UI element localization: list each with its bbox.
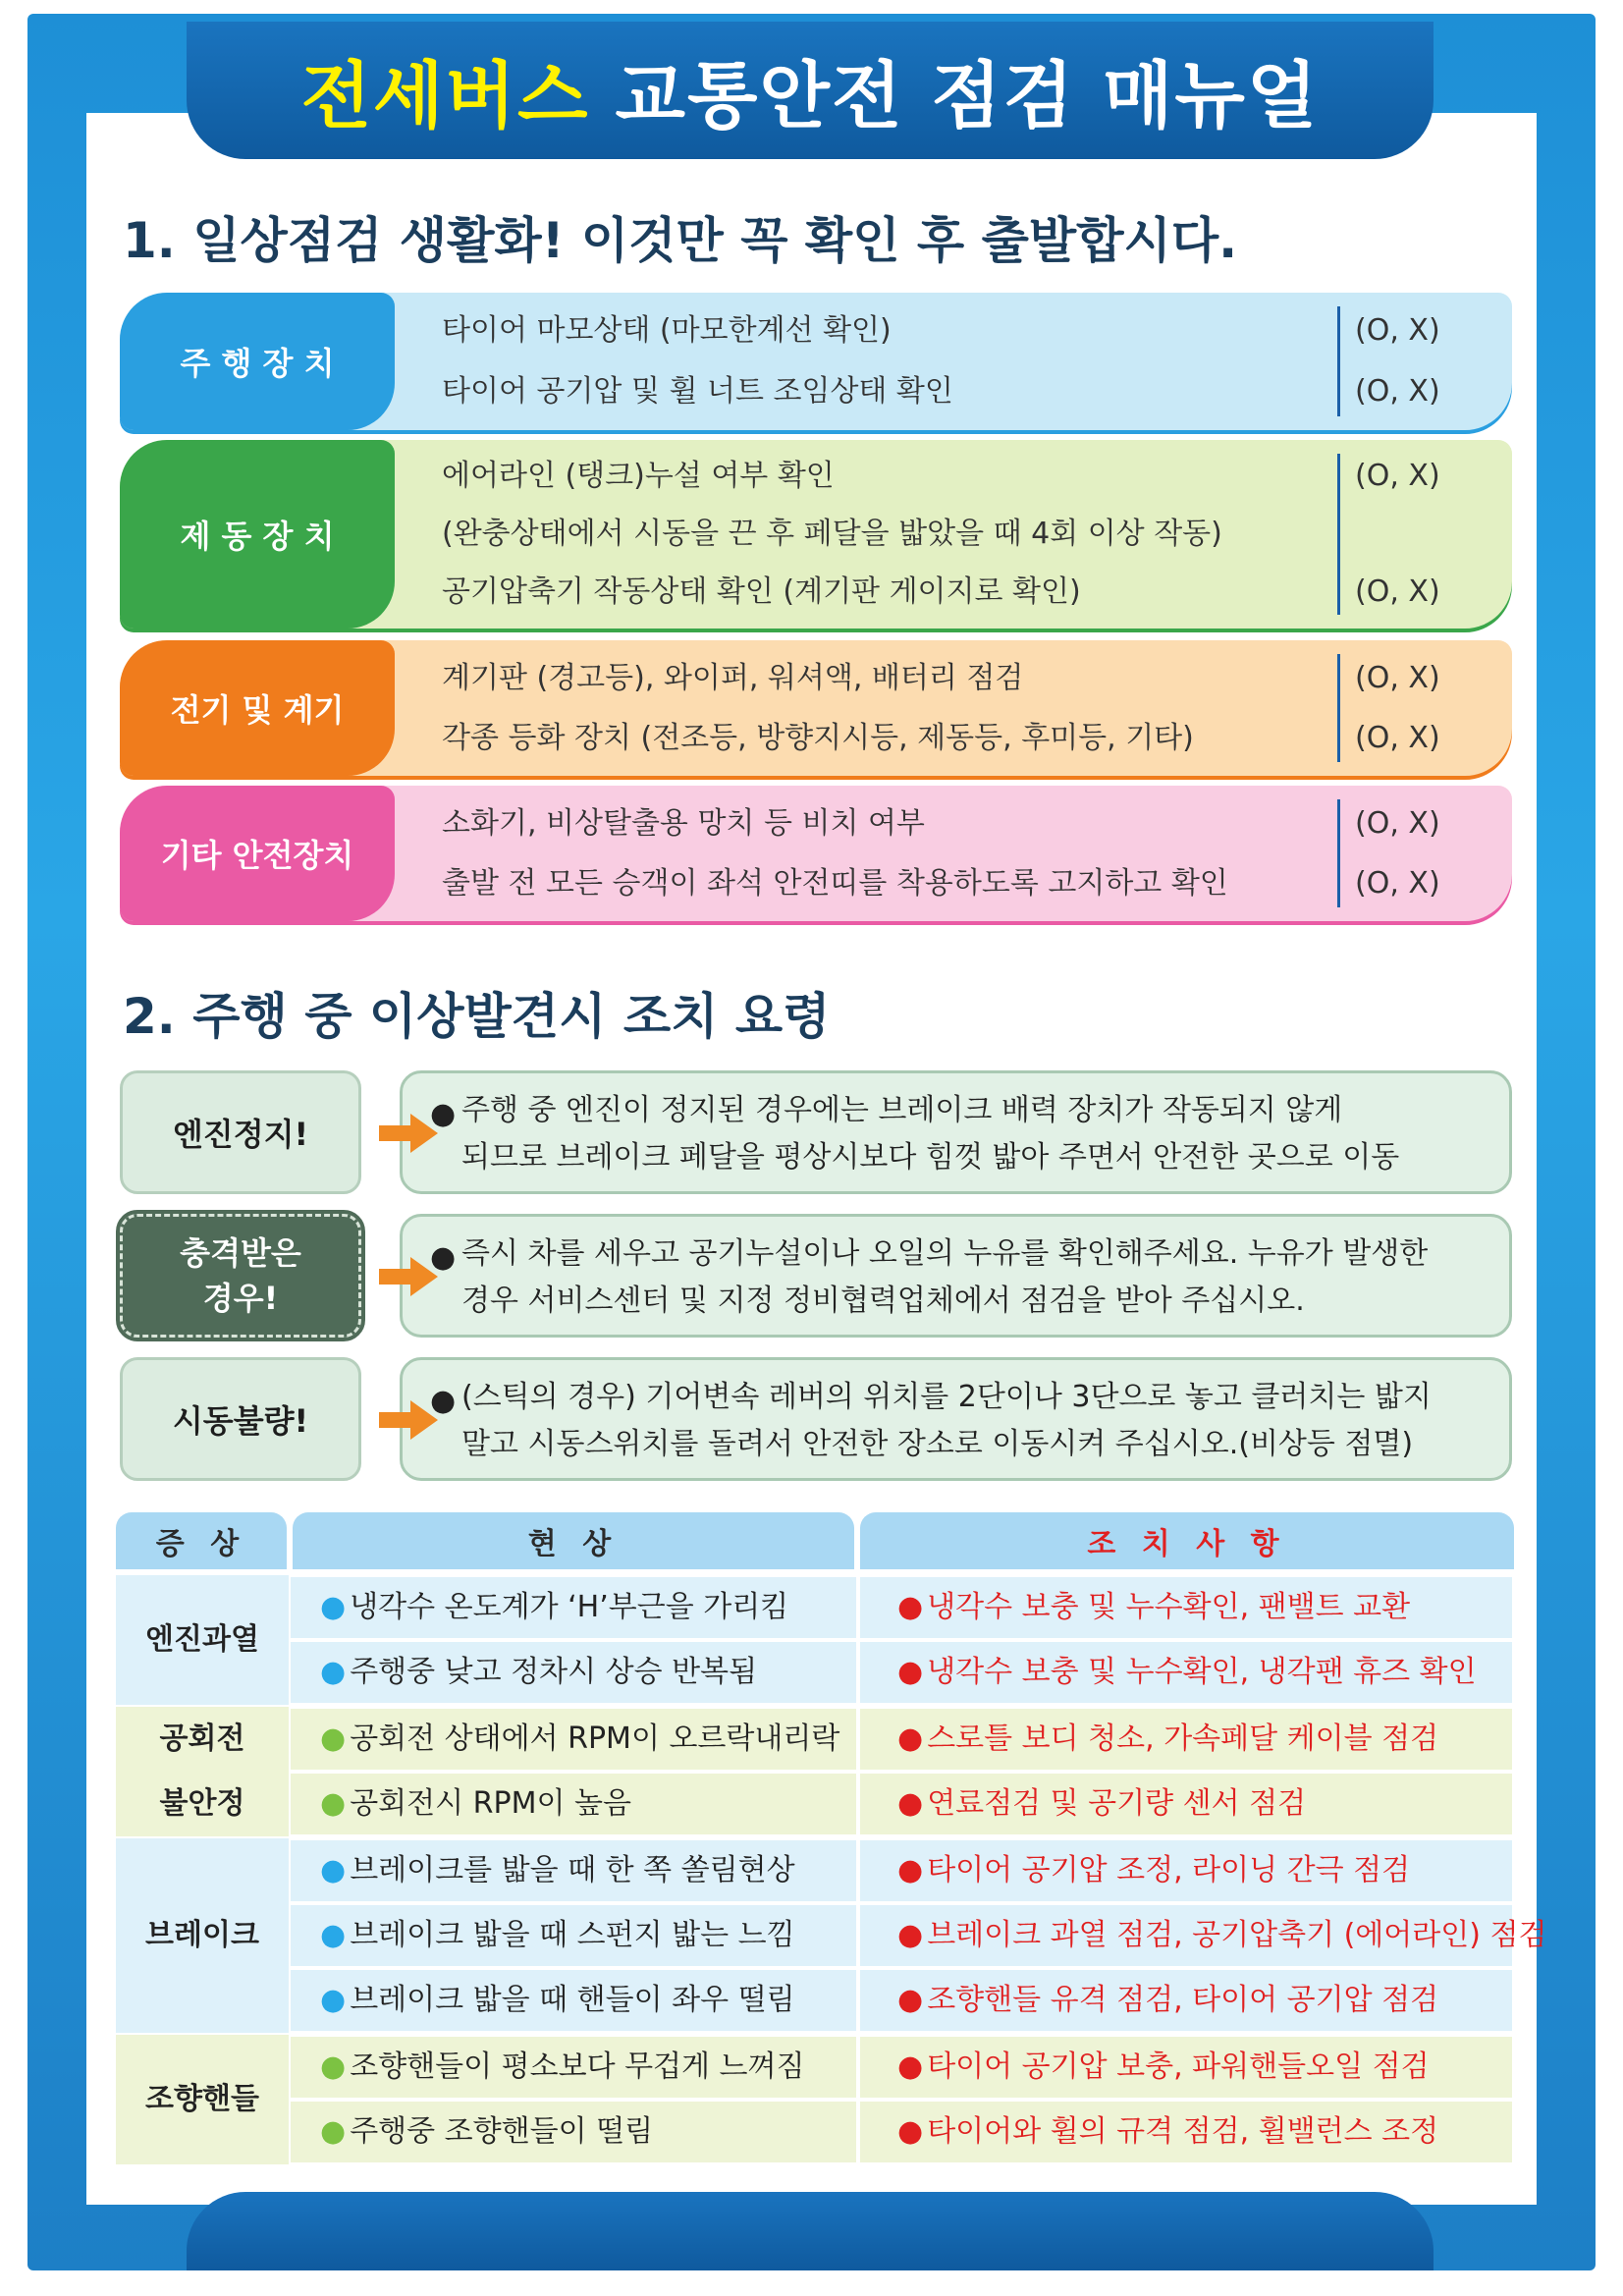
phenomenon-text: 주행중 조향핸들이 떨림 [350,2114,654,2149]
check-category-label: 제 동 장 치 [120,440,395,629]
section2-heading: 2. 주행 중 이상발견시 조치 요령 [123,988,831,1045]
phenomenon-cell [291,1709,856,1770]
check-item: 공기압축기 작동상태 확인 (계기판 게이지로 확인) [442,574,1081,609]
table-row [291,2037,1512,2098]
bullet-icon: ● [320,1722,347,1756]
check-items [442,786,1424,921]
action-text: 냉각수 보충 및 누수확인, 냉각팬 휴즈 확인 [927,1655,1477,1689]
action-text [400,1214,1512,1338]
check-item: (완충상태에서 시동을 끈 후 페달을 밟았을 때 4회 이상 작동) [442,516,1222,551]
ox-mark: (O, X) [1355,574,1440,609]
check-row [120,640,1512,776]
check-item: 계기판 (경고등), 와이퍼, 워셔액, 배터리 점검 [442,660,1024,695]
check-item: 출발 전 모든 승객이 좌석 안전띠를 착용하도록 고지하고 확인 [442,865,1228,901]
phenomenon-cell [291,1840,856,1901]
bullet-icon: ● [897,2114,924,2149]
ox-mark: (O, X) [1355,720,1440,755]
symptom-cell [116,1707,289,1836]
symptom-cell [116,1838,289,2033]
symptom-group [116,1838,1547,2033]
table-row [291,1905,1547,1966]
check-category-label: 주 행 장 치 [120,293,395,430]
bullet-icon: ● [320,1786,347,1821]
check-marks [1355,440,1492,629]
table-row [291,1970,1512,2031]
action-line: 즉시 차를 세우고 공기누설이나 오일의 누유를 확인해주세요. 누유가 발생한 [461,1236,1429,1271]
check-marks [1355,786,1492,921]
arrow-right-icon [377,1110,440,1157]
bullet-icon: ● [320,2050,347,2084]
bullet-icon: ● [897,2050,924,2084]
ox-mark: (O, X) [1355,374,1440,409]
phenomenon-cell [291,1642,856,1703]
table-row [291,1709,1512,1770]
action-text: 타이어 공기압 보충, 파워핸들오일 점검 [927,2050,1430,2084]
symptom-text: 엔진과열 [145,1622,259,1657]
phenomenon-text: 브레이크를 밟을 때 한 쪽 쏠림현상 [350,1853,795,1887]
action-line: (스틱의 경우) 기어변속 레버의 위치를 2단이나 3단으로 놓고 클러치는 밟지 [461,1380,1432,1414]
phenomenon-cell [291,1905,856,1966]
divider [1337,454,1340,615]
phenomenon-text: 공회전 상태에서 RPM이 오르락내리락 [350,1722,840,1756]
title-rest: 교통안전 점검 매뉴얼 [615,54,1320,138]
check-items [442,440,1424,629]
check-item: 타이어 공기압 및 휠 너트 조임상태 확인 [442,374,953,409]
bullet-icon: ● [897,1853,924,1887]
action-row [120,1357,1512,1481]
check-items [442,293,1424,430]
bullet-icon: ● [320,1918,347,1952]
bullet-icon: ● [897,1918,924,1952]
situation-label-line: 시동불량! [172,1402,309,1440]
action-cell [860,1709,1512,1770]
bullet-icon: ● [320,2114,347,2149]
check-marks [1355,640,1492,776]
title-highlight: 전세버스 [300,54,590,138]
ox-mark: (O, X) [1355,313,1440,348]
header-action: 조 치 사 항 [860,1512,1514,1569]
situation-label-line: 엔진정지! [172,1116,309,1153]
action-line: 경우 서비스센터 및 지정 정비협력업체에서 점검을 받아 주십시오. [461,1284,1305,1318]
check-item: 각종 등화 장치 (전조등, 방향지시등, 제동등, 후미등, 기타) [442,720,1194,755]
bullet-icon: ● [320,1983,347,2017]
title-banner [187,22,1434,159]
check-item: 소화기, 비상탈출용 망치 등 비치 여부 [442,805,925,841]
symptom-text: 조향핸들 [145,2082,259,2116]
action-text: 타이어 공기압 조정, 라이닝 간극 점검 [927,1853,1411,1887]
ox-mark: (O, X) [1355,459,1440,494]
phenomenon-text: 냉각수 온도계가 ‘H’부근을 가리킴 [350,1590,789,1624]
check-marks [1355,293,1492,430]
symptom-group [116,1707,1514,1836]
phenomenon-text: 브레이크 밟을 때 스펀지 밟는 느낌 [350,1918,795,1952]
symptom-group [116,1575,1514,1705]
action-text: 연료점검 및 공기량 센서 점검 [927,1786,1307,1821]
bullet-icon: ● [897,1590,924,1624]
ox-mark: (O, X) [1355,660,1440,695]
header-symptom: 증 상 [116,1512,287,1569]
ox-mark: (O, X) [1355,865,1440,901]
check-item: 타이어 마모상태 (마모한계선 확인) [442,313,892,348]
symptom-cell [116,1575,289,1705]
action-text [400,1357,1512,1481]
symptom-cell [116,2035,289,2164]
situation-label-line: 충격받은 [180,1234,301,1272]
action-text: 스로틀 보디 청소, 가속페달 케이블 점검 [927,1722,1439,1756]
phenomenon-cell [291,1970,856,2031]
phenomenon-cell [291,1577,856,1638]
phenomenon-text: 주행중 낮고 정차시 상승 반복됨 [350,1655,758,1689]
divider [1337,654,1340,762]
symptom-text: 브레이크 [145,1918,259,1952]
table-row [291,2102,1512,2162]
symptom-text: 불안정 [159,1786,245,1821]
bullet-icon: ● [430,1097,457,1131]
bullet-icon: ● [897,1722,924,1756]
action-line: 되므로 브레이크 페달을 평상시보다 힘껏 밟아 주면서 안전한 곳으로 이동 [461,1140,1400,1175]
action-cell [860,2102,1512,2162]
table-row [291,1840,1512,1901]
page-title [301,38,1320,142]
section1-heading: 1. 일상점검 생활화! 이것만 꼭 확인 후 출발합시다. [123,212,1238,269]
check-item: 에어라인 (탱크)누설 여부 확인 [442,459,835,494]
situation-label [120,1070,361,1194]
situation-label-line: 경우! [202,1280,279,1317]
symptom-group [116,2035,1514,2164]
check-row [120,786,1512,921]
phenomenon-text: 브레이크 밟을 때 핸들이 좌우 떨림 [350,1983,795,2017]
check-category-label: 기타 안전장치 [120,786,395,921]
bullet-icon: ● [430,1384,457,1418]
action-cell [860,1642,1512,1703]
bullet-icon: ● [320,1655,347,1689]
bullet-icon: ● [430,1240,457,1275]
action-line: 말고 시동스위치를 돌려서 안전한 장소로 이동시켜 주십시오.(비상등 점멸) [461,1427,1414,1461]
phenomenon-text: 공회전시 RPM이 높음 [350,1786,631,1821]
divider [1337,306,1340,416]
check-category-label: 전기 및 계기 [120,640,395,776]
action-cell [860,1970,1512,2031]
action-text: 조향핸들 유격 점검, 타이어 공기압 점검 [927,1983,1439,2017]
situation-label [120,1214,361,1338]
table-row [291,1774,1512,1834]
bullet-icon: ● [897,1983,924,2017]
action-cell [860,2037,1512,2098]
action-text: 브레이크 과열 점검, 공기압축기 (에어라인) 점검 [927,1918,1547,1952]
bullet-icon: ● [897,1655,924,1689]
situation-label [120,1357,361,1481]
action-cell [860,1905,1547,1966]
bullet-icon: ● [897,1786,924,1821]
table-row [291,1577,1512,1638]
arrow-right-icon [377,1253,440,1300]
action-cell [860,1774,1512,1834]
bullet-icon: ● [320,1590,347,1624]
check-row [120,293,1512,430]
action-text: 냉각수 보충 및 누수확인, 팬밸트 교환 [927,1590,1411,1624]
action-cell [860,1577,1512,1638]
phenomenon-cell [291,2102,856,2162]
bottom-tab [187,2192,1434,2270]
check-items [442,640,1424,776]
check-row [120,440,1512,629]
action-row [120,1070,1512,1194]
bullet-icon: ● [320,1853,347,1887]
ox-mark: (O, X) [1355,805,1440,841]
table-row [291,1642,1512,1703]
phenomenon-cell [291,1774,856,1834]
action-text [400,1070,1512,1194]
action-line: 주행 중 엔진이 정지된 경우에는 브레이크 배력 장치가 작동되지 않게 [461,1093,1343,1127]
symptom-text: 공회전 [159,1722,245,1756]
arrow-right-icon [377,1396,440,1444]
action-row [120,1214,1512,1338]
header-phenomenon: 현 상 [293,1512,854,1569]
divider [1337,799,1340,907]
phenomenon-cell [291,2037,856,2098]
action-text: 타이어와 휠의 규격 점검, 휠밸런스 조정 [927,2114,1439,2149]
action-cell [860,1840,1512,1901]
phenomenon-text: 조향핸들이 평소보다 무겁게 느껴짐 [350,2050,805,2084]
